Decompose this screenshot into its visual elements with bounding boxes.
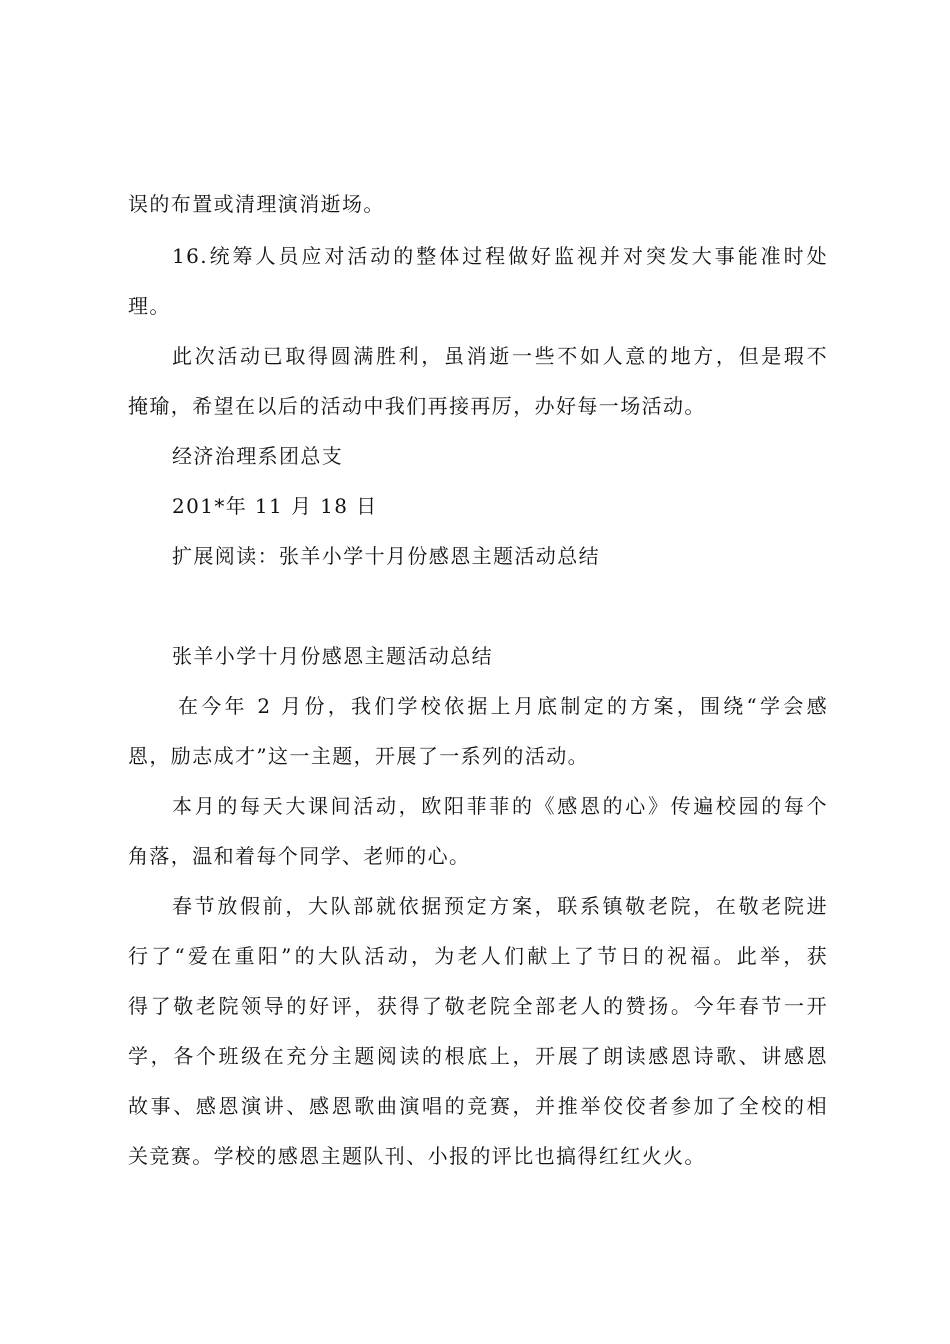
text-line: 故事、感恩演讲、感恩歌曲演唱的竞赛，并推举佼佼者参加了全校的相 bbox=[128, 1094, 828, 1118]
text-line: 误的布置或清理演消逝场。 bbox=[128, 192, 385, 216]
article-title: 张羊小学十月份感恩主题活动总结 bbox=[172, 644, 493, 668]
text-line: 掩瑜，希望在以后的活动中我们再接再厉，办好每一场活动。 bbox=[128, 394, 706, 418]
text-line: 角落，温和着每个同学、老师的心。 bbox=[128, 844, 471, 868]
text-line: 得了敬老院领导的好评，获得了敬老院全部老人的赞扬。今年春节一开 bbox=[128, 994, 828, 1018]
text-line: 恩，励志成才”这一主题，开展了一系列的活动。 bbox=[128, 744, 590, 768]
signature-organization: 经济治理系团总支 bbox=[172, 444, 344, 468]
text-line: 理。 bbox=[128, 294, 171, 318]
text-line: 此次活动已取得圆满胜利，虽消逝一些不如人意的地方，但是瑕不 bbox=[172, 344, 828, 368]
text-line: 本月的每天大课间活动，欧阳菲菲的《感恩的心》传遍校园的每个 bbox=[172, 794, 828, 818]
text-line: 学，各个班级在充分主题阅读的根底上，开展了朗读感恩诗歌、讲感恩 bbox=[128, 1044, 828, 1068]
text-line: 行了“爱在重阳”的大队活动，为老人们献上了节日的祝福。此举，获 bbox=[128, 944, 828, 968]
extended-reading-title: 扩展阅读：张羊小学十月份感恩主题活动总结 bbox=[172, 544, 600, 568]
signature-date: 201*年 11 月 18 日 bbox=[172, 494, 378, 518]
text-line: 春节放假前，大队部就依据预定方案，联系镇敬老院，在敬老院进 bbox=[172, 894, 828, 918]
text-line: 关竞赛。学校的感恩主题队刊、小报的评比也搞得红红火火。 bbox=[128, 1144, 706, 1168]
text-line: 16.统筹人员应对活动的整体过程做好监视并对突发大事能准时处 bbox=[172, 244, 828, 268]
text-line: 在今年 2 月份，我们学校依据上月底制定的方案，围绕“学会感 bbox=[178, 694, 828, 718]
